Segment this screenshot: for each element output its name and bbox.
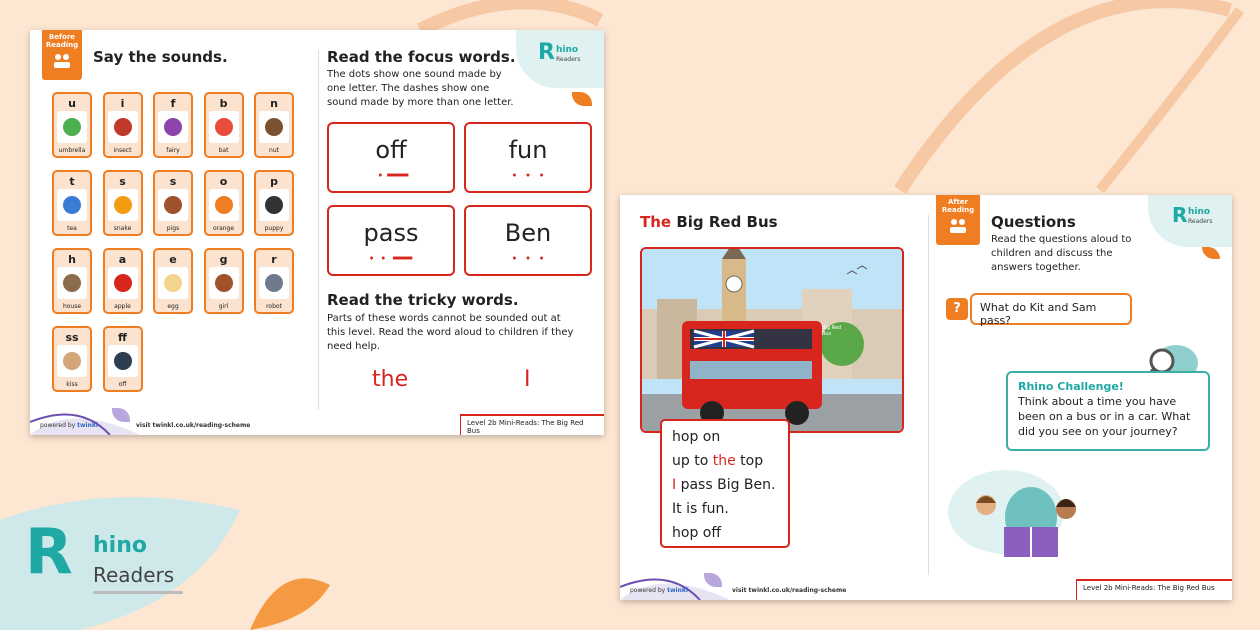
small-logo-r: R: [1172, 203, 1188, 227]
sound-card: [204, 170, 244, 236]
tricky-words-heading: Read the tricky words.: [327, 291, 519, 309]
sound-card: [153, 170, 193, 236]
card-word: fairy: [166, 147, 180, 154]
small-logo-hino: hino: [1188, 207, 1211, 217]
tricky-word-i: I: [524, 367, 531, 392]
small-logo-readers: Readers: [556, 56, 581, 63]
card-picture-icon: [259, 111, 289, 143]
card-picture-icon: [108, 111, 138, 143]
rhino-readers-logo: [25, 515, 195, 605]
card-picture-icon: [158, 189, 188, 221]
card-picture-icon: [209, 189, 239, 221]
tricky-words-text: Parts of these words cannot be sounded out at this level. Read the word aloud to children if they need help.: [327, 313, 574, 352]
powered-by-text: powered by twinkl: [630, 587, 688, 594]
card-picture-icon: [57, 345, 87, 377]
questions-heading: Questions: [991, 213, 1076, 231]
focus-word-card-4: [464, 205, 592, 276]
card-word: house: [62, 303, 82, 310]
sound-marks: [329, 255, 453, 261]
card-letter: n: [270, 97, 278, 110]
sound-card: [52, 92, 92, 158]
focus-word: pass: [363, 219, 419, 247]
rhino-challenge-box: [1006, 371, 1210, 451]
tricky-word-the: the: [372, 367, 409, 392]
card-letter: r: [271, 253, 277, 266]
card-word: umbrella: [58, 147, 86, 154]
powered-by-text: powered by twinkl: [40, 422, 98, 429]
card-word: girl: [218, 303, 229, 310]
story-line-3: I pass Big Ben.: [672, 477, 776, 493]
small-logo-readers: Readers: [1188, 218, 1213, 225]
small-logo-r: R: [538, 40, 555, 65]
card-letter: s: [169, 175, 177, 188]
questions-text: Read the questions aloud to children and discuss the answers together.: [991, 234, 1132, 273]
card-letter: i: [120, 97, 125, 110]
story-line-4: It is fun.: [672, 501, 729, 517]
challenge-title: Rhino Challenge!: [1018, 380, 1124, 393]
children-reading-illustration: [946, 467, 1096, 567]
card-letter: u: [68, 97, 76, 110]
card-letter: s: [119, 175, 126, 188]
sound-marks: [329, 172, 453, 178]
card-picture-icon: [57, 267, 87, 299]
card-word: orange: [212, 225, 235, 232]
card-picture-icon: [209, 267, 239, 299]
sound-card: [103, 248, 143, 314]
card-picture-icon: [108, 189, 138, 221]
sound-card: [52, 326, 92, 392]
card-word: puppy: [264, 225, 284, 232]
focus-word: Ben: [504, 219, 552, 247]
card-picture-icon: [259, 189, 289, 221]
focus-words-heading: Read the focus words.: [327, 48, 516, 66]
card-word: off: [118, 381, 127, 388]
scheme-url: visit twinkl.co.uk/reading-scheme: [732, 587, 847, 594]
card-word: apple: [114, 303, 131, 310]
after-reading-badge: After Reading: [936, 195, 980, 245]
story-line-1: hop on: [672, 429, 721, 445]
sound-card: [103, 326, 143, 392]
reading-people-icon: [947, 217, 969, 235]
card-picture-icon: [108, 345, 138, 377]
card-word: egg: [167, 303, 179, 310]
reading-people-icon: [51, 52, 73, 70]
story-text-box: [660, 419, 790, 548]
bus-illustration: [640, 247, 904, 433]
sound-card: [204, 92, 244, 158]
sound-card: [254, 248, 294, 314]
twinkl-brand: twinkl: [77, 422, 98, 429]
say-sounds-heading: Say the sounds.: [93, 48, 228, 66]
story-line-5: hop off: [672, 525, 721, 541]
card-picture-icon: [158, 267, 188, 299]
card-word: snake: [113, 225, 132, 232]
logo-r: R: [25, 515, 73, 588]
small-logo-hino: hino: [556, 45, 579, 55]
question-box: What do Kit and Sam pass?: [970, 293, 1132, 325]
focus-word-card-2: [464, 122, 592, 193]
card-letter: b: [219, 97, 228, 110]
card-letter: o: [219, 175, 228, 188]
card-letter: e: [169, 253, 177, 266]
story-line-2: up to the top: [672, 453, 764, 469]
logo-book-icon: [93, 591, 183, 594]
card-picture-icon: [259, 267, 289, 299]
rhino-readers-small-logo: [1148, 195, 1232, 247]
card-letter: a: [118, 253, 127, 266]
leaf-icon: [572, 92, 592, 106]
challenge-text: Think about a time you have been on a bus or in a car. What did you see on your journey?: [1018, 395, 1191, 438]
story-page: [620, 195, 1232, 600]
leaf-icon: [1202, 247, 1220, 259]
card-letter: g: [219, 253, 228, 266]
sound-card: [153, 92, 193, 158]
page1-divider: [318, 50, 319, 410]
sound-marks: [466, 172, 590, 178]
card-word: tea: [67, 225, 77, 232]
page1-footer-title: Level 2b Mini-Reads: The Big Red Bus: [460, 414, 604, 435]
focus-word: fun: [508, 136, 548, 164]
card-word: bat: [218, 147, 229, 154]
sound-card: [52, 170, 92, 236]
story-title: The Big Red Bus: [640, 213, 778, 231]
sound-card: [153, 248, 193, 314]
card-word: kiss: [66, 381, 78, 388]
sound-card: [204, 248, 244, 314]
card-word: insect: [113, 147, 132, 154]
card-letter: t: [69, 175, 75, 188]
card-picture-icon: [57, 111, 87, 143]
focus-word: off: [375, 136, 407, 164]
sound-card: [103, 92, 143, 158]
focus-words-text: The dots show one sound made by one letter. The dashes show one sound made by more than one letter.: [327, 69, 514, 108]
card-letter: p: [270, 175, 278, 188]
focus-word-card-3: [327, 205, 455, 276]
london-bus-picture: [642, 249, 902, 431]
card-picture-icon: [57, 189, 87, 221]
logo-readers: Readers: [93, 563, 175, 587]
scheme-url: visit twinkl.co.uk/reading-scheme: [136, 422, 251, 429]
sound-card: [103, 170, 143, 236]
rhino-readers-small-logo: [516, 30, 604, 88]
twinkl-brand: twinkl: [667, 587, 688, 594]
card-picture-icon: [158, 111, 188, 143]
question-mark-icon: ?: [946, 298, 968, 320]
focus-word-card-1: [327, 122, 455, 193]
sound-card: [254, 170, 294, 236]
card-picture-icon: [108, 267, 138, 299]
bus-sign: Big Red Bus: [822, 325, 842, 337]
page2-divider: [928, 215, 929, 575]
card-word: robot: [266, 303, 282, 310]
before-reading-badge: Before Reading: [42, 30, 82, 80]
sound-marks: [466, 255, 590, 261]
card-letter: ss: [65, 331, 79, 344]
card-letter: h: [68, 253, 76, 266]
sound-card: [52, 248, 92, 314]
card-picture-icon: [209, 111, 239, 143]
page2-footer-title: Level 2b Mini-Reads: The Big Red Bus: [1076, 579, 1232, 600]
card-word: pigs: [166, 225, 180, 232]
card-letter: f: [170, 97, 176, 110]
before-reading-page: [30, 30, 604, 435]
logo-hino: hino: [93, 533, 147, 558]
sound-card: [254, 92, 294, 158]
card-word: nut: [269, 147, 279, 154]
card-letter: ff: [118, 331, 127, 344]
